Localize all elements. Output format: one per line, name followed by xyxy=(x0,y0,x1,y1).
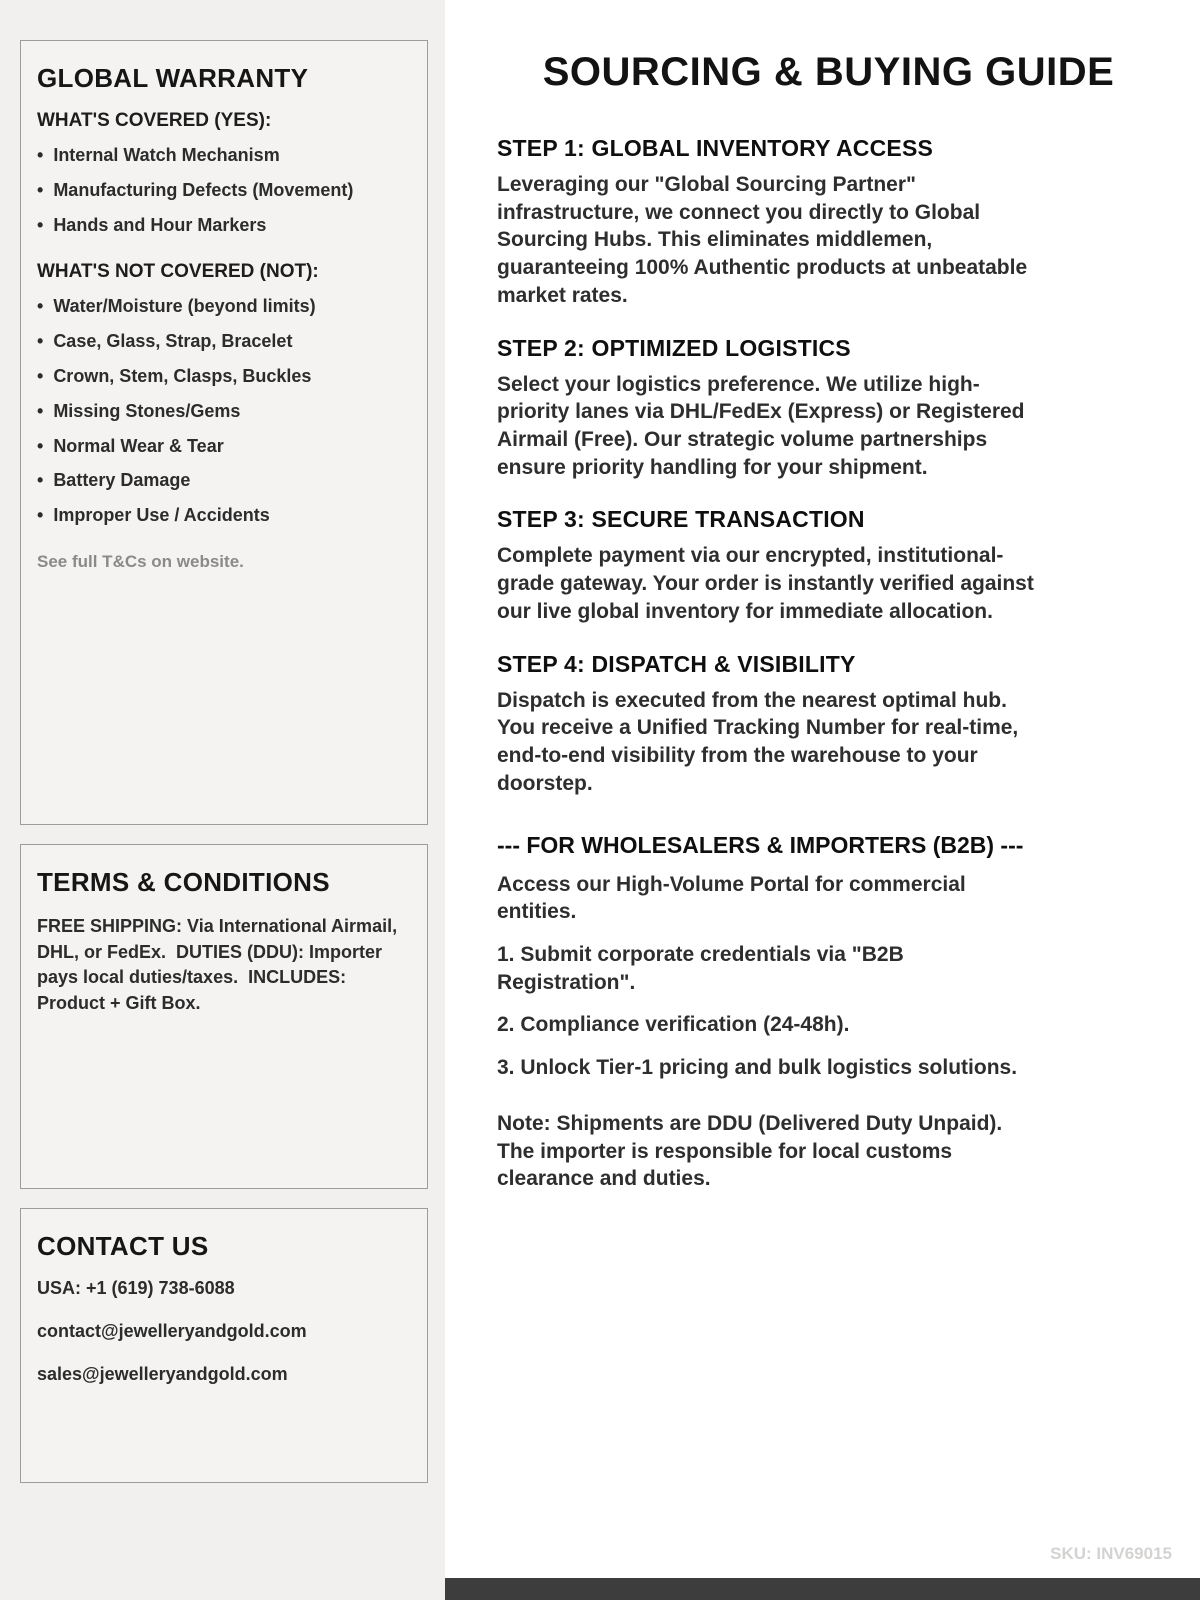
list-item: • Case, Glass, Strap, Bracelet xyxy=(37,332,411,352)
step-4 xyxy=(497,651,1160,798)
contact-phone: USA: +1 (619) 738-6088 xyxy=(37,1278,235,1298)
step-4-heading: STEP 4: DISPATCH & VISIBILITY xyxy=(497,650,856,677)
terms-panel xyxy=(20,844,428,1189)
not-covered-list xyxy=(37,297,411,526)
list-item: • Battery Damage xyxy=(37,471,411,491)
info-sidebar xyxy=(0,0,445,1600)
sales-email: sales@jewelleryandgold.com xyxy=(37,1364,288,1384)
step-2 xyxy=(497,335,1160,482)
contact-title: CONTACT US xyxy=(37,1231,209,1261)
list-item: • Internal Watch Mechanism xyxy=(37,146,411,166)
footer-bar xyxy=(445,1578,1200,1600)
page-title: SOURCING & BUYING GUIDE xyxy=(542,50,1115,94)
b2b-note: Note: Shipments are DDU (Delivered Duty Unpaid). The importer is responsible for local customs clearance and duties. xyxy=(497,1111,1003,1191)
warranty-footnote: See full T&Cs on website. xyxy=(37,551,244,571)
terms-body: FREE SHIPPING: Via International Airmail, DHL, or FedEx. DUTIES (DDU): Importer pays local duties/taxes. INCLUDES: Product + Gift Box. xyxy=(37,916,403,1013)
contact-panel xyxy=(20,1208,428,1483)
step-3-heading: STEP 3: SECURE TRANSACTION xyxy=(497,506,865,533)
step-1-body: Leveraging our "Global Sourcing Partner" infrastructure, we connect you directly to Global Sourcing Hubs. This eliminates middlemen, guaranteeing 100% Authentic products at unbeatable market rates. xyxy=(497,173,1028,307)
covered-list xyxy=(37,146,411,235)
guide-main xyxy=(445,0,1200,1600)
step-1-heading: STEP 1: GLOBAL INVENTORY ACCESS xyxy=(497,135,934,161)
sku-label: SKU: INV69015 xyxy=(1050,1544,1172,1563)
step-1 xyxy=(497,135,1160,310)
contact-email: contact@jewelleryandgold.com xyxy=(37,1321,307,1341)
list-item: • Water/Moisture (beyond limits) xyxy=(37,297,411,317)
b2b-heading: --- FOR WHOLESALERS & IMPORTERS (B2B) --- xyxy=(497,831,1024,858)
b2b-item-2: 2. Compliance verification (24-48h). xyxy=(497,1013,850,1037)
not-covered-heading: WHAT'S NOT COVERED (NOT): xyxy=(37,261,319,283)
list-item: • Improper Use / Accidents xyxy=(37,506,411,526)
b2b-section xyxy=(497,832,1160,1193)
step-3 xyxy=(497,506,1160,625)
covered-heading: WHAT'S COVERED (YES): xyxy=(37,110,272,131)
step-2-heading: STEP 2: OPTIMIZED LOGISTICS xyxy=(497,334,851,361)
list-item: • Manufacturing Defects (Movement) xyxy=(37,181,411,201)
b2b-item-1: 1. Submit corporate credentials via "B2B Registration". xyxy=(497,942,904,994)
step-4-body: Dispatch is executed from the nearest optimal hub. You receive a Unified Tracking Number for real-time, end-to-end visibility from the warehouse to your doorstep. xyxy=(497,688,1019,795)
terms-title: TERMS & CONDITIONS xyxy=(37,867,330,897)
step-3-body: Complete payment via our encrypted, institutional-grade gateway. Your order is instantly verified against our live global inventory for immediate allocation. xyxy=(497,544,1034,623)
step-2-body: Select your logistics preference. We utilize high-priority lanes via DHL/FedEx (Express) or Registered Airmail (Free). Our strategic volume partnerships ensure priority handling for your shipment. xyxy=(497,372,1025,479)
warranty-title: GLOBAL WARRANTY xyxy=(37,63,309,93)
b2b-item-3: 3. Unlock Tier-1 pricing and bulk logistics solutions. xyxy=(497,1056,1018,1080)
list-item: • Hands and Hour Markers xyxy=(37,216,411,236)
warranty-panel xyxy=(20,40,428,825)
list-item: • Crown, Stem, Clasps, Buckles xyxy=(37,367,411,387)
list-item: • Missing Stones/Gems xyxy=(37,402,411,422)
list-item: • Normal Wear & Tear xyxy=(37,437,411,457)
b2b-intro: Access our High-Volume Portal for commercial entities. xyxy=(497,872,966,924)
